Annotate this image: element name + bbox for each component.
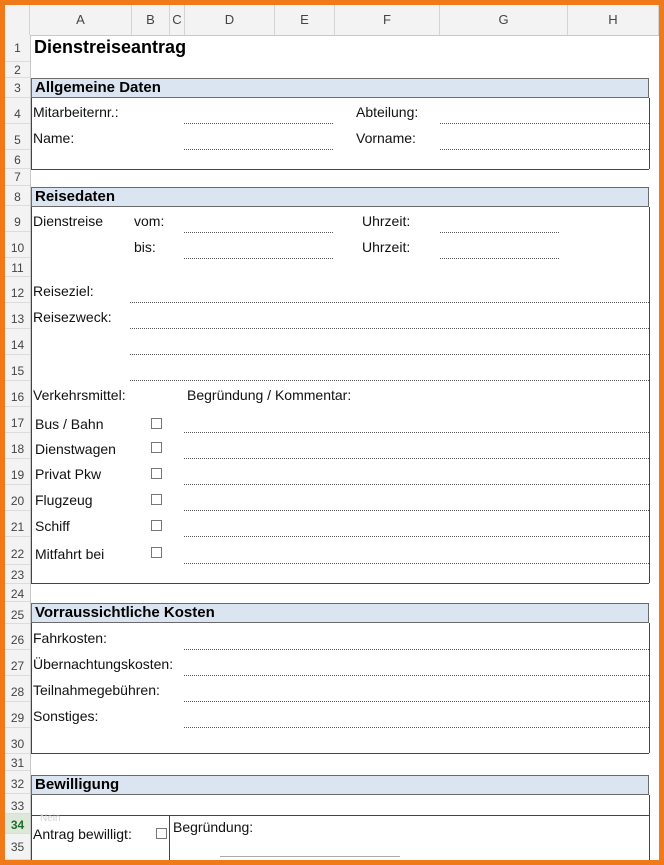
label-approved: Antrag bewilligt: — [33, 826, 132, 842]
input-first-name[interactable] — [440, 149, 649, 150]
column-header-bar — [5, 5, 659, 36]
row-header-17[interactable]: 17 — [5, 407, 30, 433]
section-border-bottom — [31, 169, 649, 170]
label-employee-no: Mitarbeiternr.: — [33, 104, 119, 120]
select-all-corner[interactable] — [5, 5, 30, 35]
column-header-f[interactable]: F — [335, 5, 440, 35]
input-time-to[interactable] — [440, 258, 559, 259]
input-time-from[interactable] — [440, 232, 559, 233]
row-header-29[interactable]: 29 — [5, 702, 30, 728]
row-header-9[interactable]: 9 — [5, 206, 30, 232]
input-comment-line-4[interactable] — [184, 510, 649, 511]
row-header-13[interactable]: 13 — [5, 303, 30, 329]
input-destination[interactable] — [130, 302, 649, 303]
row-header-8[interactable]: 8 — [5, 186, 30, 206]
row-header-1[interactable]: 1 — [5, 35, 30, 62]
section-border-left — [31, 623, 32, 753]
label-other-costs: Sonstiges: — [33, 708, 99, 724]
row-header-24[interactable]: 24 — [5, 584, 30, 602]
row-header-16[interactable]: 16 — [5, 381, 30, 407]
label-purpose: Reisezweck: — [33, 309, 112, 325]
label-transport: Verkehrsmittel: — [33, 387, 126, 403]
checkbox-flugzeug[interactable] — [151, 494, 162, 505]
section-header-approval: Bewilligung — [31, 775, 649, 795]
input-accommodation-costs[interactable] — [184, 675, 649, 676]
row-header-22[interactable]: 22 — [5, 537, 30, 565]
row-header-19[interactable]: 19 — [5, 459, 30, 485]
label-destination: Reiseziel: — [33, 283, 94, 299]
label-business-trip: Dienstreise — [33, 213, 104, 229]
checkbox-bus-bahn[interactable] — [151, 418, 162, 429]
input-purpose-line-2[interactable] — [130, 354, 649, 355]
input-name[interactable] — [184, 149, 333, 150]
option-label-bus-bahn: Bus / Bahn — [35, 416, 104, 432]
section-border-left — [31, 98, 32, 169]
input-comment-line-6[interactable] — [184, 563, 649, 564]
option-label-dienstwagen: Dienstwagen — [35, 441, 116, 457]
input-employee-no[interactable] — [184, 123, 333, 124]
row-header-30[interactable]: 30 — [5, 728, 30, 754]
row-header-2[interactable]: 2 — [5, 62, 30, 78]
label-travel-costs: Fahrkosten: — [33, 630, 107, 646]
label-time-from: Uhrzeit: — [362, 213, 411, 229]
row-header-4[interactable]: 4 — [5, 98, 30, 124]
row-header-23[interactable]: 23 — [5, 565, 30, 584]
checkbox-schiff[interactable] — [151, 520, 162, 531]
input-participation-fees[interactable] — [184, 701, 649, 702]
row-header-15[interactable]: 15 — [5, 355, 30, 381]
column-header-c[interactable]: C — [170, 5, 185, 35]
input-date-to[interactable] — [184, 258, 333, 259]
approval-divider — [31, 815, 649, 816]
row-header-26[interactable]: 26 — [5, 624, 30, 650]
row-header-7[interactable]: 7 — [5, 169, 30, 186]
input-purpose-line-3[interactable] — [130, 380, 649, 381]
row-header-18[interactable]: 18 — [5, 433, 30, 459]
section-border-bottom — [31, 583, 649, 584]
row-header-5[interactable]: 5 — [5, 124, 30, 150]
section-border-right — [649, 98, 650, 169]
input-comment-line-5[interactable] — [184, 536, 649, 537]
row-header-33[interactable]: 33 — [5, 794, 30, 814]
row-header-14[interactable]: 14 — [5, 329, 30, 355]
label-name: Name: — [33, 130, 75, 146]
label-time-to: Uhrzeit: — [362, 239, 411, 255]
row-header-10[interactable]: 10 — [5, 232, 30, 258]
column-header-a[interactable]: A — [30, 5, 132, 35]
approval-column-divider — [169, 815, 170, 860]
input-travel-costs[interactable] — [184, 649, 649, 650]
section-header-costs: Vorraussichtliche Kosten — [31, 603, 649, 623]
checkbox-dienstwagen[interactable] — [151, 442, 162, 453]
row-header-31[interactable]: 31 — [5, 754, 30, 771]
input-approval-reason[interactable] — [220, 856, 400, 857]
input-date-from[interactable] — [184, 232, 333, 233]
input-comment-line-1[interactable] — [184, 432, 649, 433]
section-border-right — [649, 795, 650, 860]
input-comment-line-2[interactable] — [184, 458, 649, 459]
row-header-21[interactable]: 21 — [5, 511, 30, 537]
input-comment-line-3[interactable] — [184, 484, 649, 485]
label-participation-fees: Teilnahmegebühren: — [33, 682, 160, 698]
input-department[interactable] — [440, 123, 649, 124]
faint-option-text: Nein — [40, 813, 61, 824]
column-header-d[interactable]: D — [185, 5, 275, 35]
section-header-general: Allgemeine Daten — [31, 78, 649, 98]
row-header-27[interactable]: 27 — [5, 650, 30, 676]
checkbox-privat-pkw[interactable] — [151, 468, 162, 479]
column-header-h[interactable]: H — [568, 5, 659, 35]
label-approval-reason: Begründung: — [173, 819, 254, 835]
row-header-bar — [5, 35, 31, 860]
option-label-privat-pkw: Privat Pkw — [35, 466, 102, 482]
checkbox-mitfahrt-bei[interactable] — [151, 547, 162, 558]
label-to: bis: — [134, 239, 156, 255]
form-title: Dienstreiseantrag — [34, 37, 187, 57]
row-header-3[interactable]: 3 — [5, 78, 30, 98]
section-border-bottom — [31, 753, 649, 754]
row-header-35[interactable]: 35 — [5, 834, 30, 860]
column-header-e[interactable]: E — [275, 5, 335, 35]
option-label-schiff: Schiff — [35, 518, 70, 534]
label-from: vom: — [134, 213, 165, 229]
option-label-flugzeug: Flugzeug — [35, 492, 93, 508]
section-border-right — [649, 623, 650, 753]
checkbox-approved[interactable] — [156, 828, 167, 839]
row-header-11[interactable]: 11 — [5, 258, 30, 277]
row-header-25[interactable]: 25 — [5, 602, 30, 624]
section-border-left — [31, 207, 32, 583]
row-header-34-selected[interactable]: 34 — [5, 814, 30, 834]
section-border-right — [649, 207, 650, 583]
row-header-12[interactable]: 12 — [5, 277, 30, 303]
section-header-travel: Reisedaten — [31, 187, 649, 207]
row-header-6[interactable]: 6 — [5, 150, 30, 169]
section-border-left — [31, 795, 32, 860]
input-other-costs[interactable] — [184, 727, 649, 728]
row-header-28[interactable]: 28 — [5, 676, 30, 702]
option-label-mitfahrt-bei: Mitfahrt bei — [35, 546, 105, 562]
label-department: Abteilung: — [356, 104, 419, 120]
input-purpose-line-1[interactable] — [130, 328, 649, 329]
label-accommodation-costs: Übernachtungskosten: — [33, 656, 174, 672]
row-header-20[interactable]: 20 — [5, 485, 30, 511]
label-transport-reason: Begründung / Kommentar: — [187, 387, 352, 403]
label-first-name: Vorname: — [356, 130, 416, 146]
row-header-32[interactable]: 32 — [5, 771, 30, 794]
column-header-g[interactable]: G — [440, 5, 568, 35]
column-header-b[interactable]: B — [132, 5, 170, 35]
